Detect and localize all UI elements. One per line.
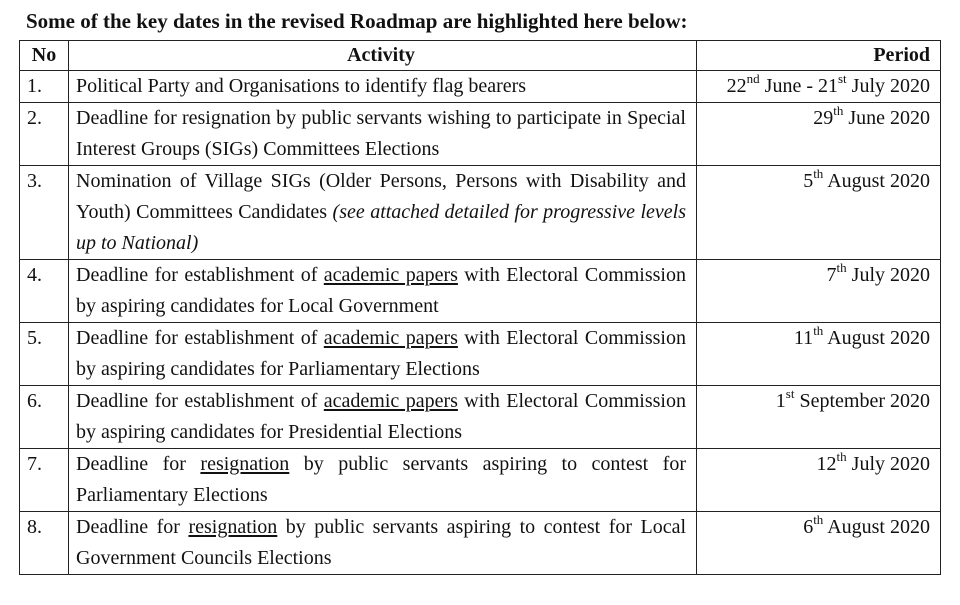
period-cell <box>697 103 941 166</box>
activity-segment: Deadline for establishment of <box>76 327 324 349</box>
activity-segment: Deadline for establishment of <box>76 264 324 286</box>
period-segment: September 2020 <box>794 390 930 412</box>
period-segment: st <box>837 71 847 87</box>
period-segment: nd <box>746 71 760 87</box>
activity-segment: resignation <box>188 516 278 538</box>
activity-segment: with Electoral Commission by aspiring candidates for Presidential Elections <box>76 390 686 443</box>
table-body <box>20 71 941 575</box>
activity-segment: academic papers <box>323 327 458 349</box>
table-row <box>20 260 941 323</box>
period-cell <box>697 71 941 103</box>
header-period: Period <box>697 41 941 71</box>
period-cell <box>697 323 941 386</box>
activity-segment: (see attached detailed for progressive levels up to National) <box>76 201 686 254</box>
activity-cell <box>69 166 697 260</box>
period-segment: July 2020 <box>846 75 930 97</box>
period-segment: 7 <box>826 264 837 286</box>
activity-segment: Deadline for establishment of <box>76 390 324 412</box>
period-segment: 29 <box>813 107 834 129</box>
activity-segment: with Electoral Commission by aspiring candidates for Local Government <box>76 264 686 317</box>
activity-cell <box>69 386 697 449</box>
period-segment: th <box>813 512 824 528</box>
activity-cell <box>69 260 697 323</box>
header-no: No <box>20 41 69 71</box>
table-row <box>20 323 941 386</box>
period-segment: July 2020 <box>846 264 930 286</box>
period-segment: th <box>813 166 824 182</box>
period-cell <box>697 386 941 449</box>
activity-segment: academic papers <box>323 390 458 412</box>
period-segment: th <box>813 323 824 339</box>
row-number: 7. <box>20 449 69 512</box>
period-segment: August 2020 <box>823 327 930 349</box>
activity-segment: academic papers <box>323 264 458 286</box>
document-heading: Some of the key dates in the revised Roadmap are highlighted here below: <box>26 9 688 33</box>
roadmap-table <box>19 40 941 575</box>
period-segment: 5 <box>803 170 814 192</box>
row-number: 4. <box>20 260 69 323</box>
activity-cell <box>69 449 697 512</box>
period-segment: 6 <box>803 516 814 538</box>
activity-segment: Political Party and Organisations to identify flag bearers <box>76 75 527 97</box>
table-row <box>20 71 941 103</box>
row-number: 3. <box>20 166 69 260</box>
activity-segment: Nomination of Village SIGs (Older Persons, Persons with Disability and Youth) Committees Candidates <box>76 170 686 223</box>
row-number: 5. <box>20 323 69 386</box>
period-segment: June - 21 <box>759 75 838 97</box>
period-segment: st <box>785 386 795 402</box>
period-segment: th <box>836 449 847 465</box>
table-row <box>20 166 941 260</box>
period-segment: 1 <box>775 390 786 412</box>
table-row <box>20 386 941 449</box>
activity-cell <box>69 103 697 166</box>
header-activity: Activity <box>69 41 697 71</box>
row-number: 1. <box>20 71 69 103</box>
period-cell <box>697 260 941 323</box>
activity-segment: by public servants aspiring to contest for Parliamentary Elections <box>76 453 686 506</box>
period-segment: 22 <box>726 75 747 97</box>
table-row <box>20 103 941 166</box>
table-header-row <box>20 41 941 71</box>
period-segment: th <box>836 260 847 276</box>
activity-cell <box>69 323 697 386</box>
period-cell <box>697 166 941 260</box>
activity-segment: with Electoral Commission by aspiring candidates for Parliamentary Elections <box>76 327 686 380</box>
period-cell <box>697 512 941 575</box>
activity-cell <box>69 71 697 103</box>
row-number: 8. <box>20 512 69 575</box>
period-segment: 11 <box>793 327 814 349</box>
table-row <box>20 512 941 575</box>
period-segment: August 2020 <box>823 516 930 538</box>
activity-cell <box>69 512 697 575</box>
activity-segment: Deadline for resignation by public servants wishing to participate in Special Interest Groups (SIGs) Committees Elections <box>76 107 686 160</box>
period-segment: July 2020 <box>846 453 930 475</box>
activity-segment: resignation <box>200 453 290 475</box>
period-segment: June 2020 <box>843 107 930 129</box>
activity-segment: Deadline for <box>76 516 189 538</box>
period-segment: th <box>833 103 844 119</box>
activity-segment: Deadline for <box>76 453 201 475</box>
row-number: 6. <box>20 386 69 449</box>
table-row <box>20 449 941 512</box>
activity-segment: by public servants aspiring to contest for Local Government Councils Elections <box>76 516 687 569</box>
period-cell <box>697 449 941 512</box>
period-segment: August 2020 <box>823 170 930 192</box>
row-number: 2. <box>20 103 69 166</box>
period-segment: 12 <box>816 453 837 475</box>
